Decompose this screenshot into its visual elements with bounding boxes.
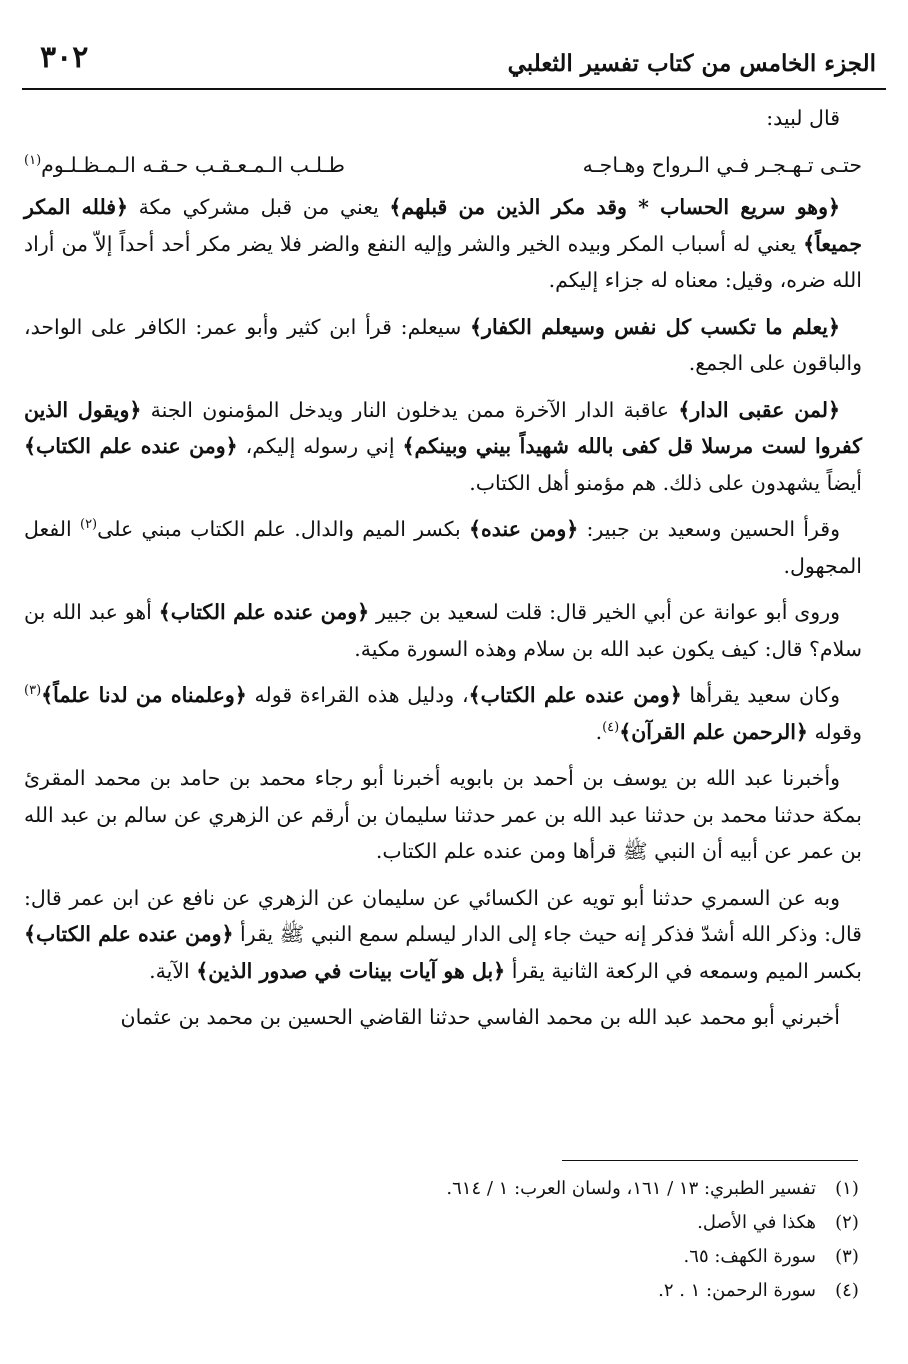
paragraph [24,309,862,382]
footnote-text: هكذا في الأصل. [697,1212,816,1233]
paragraph [24,677,862,750]
text: أخبرني أبو محمد عبد الله بن محمد الفاسي حدثنا القاضي الحسين بن محمد بن عثمان [120,1005,840,1029]
paragraph [24,511,862,584]
text: بكسر الميم وسمعه في الركعة الثانية يقرأ [505,958,862,983]
footnote [24,1206,860,1240]
page-header [22,38,886,90]
quran-quote: ﴿ومن عنده﴾ [469,517,579,541]
quran-quote: ﴿فلله المكر جميعاً﴾ [24,195,862,256]
text: وكان سعيد يقرأها [681,683,840,707]
paragraph [24,999,862,1036]
quran-quote: ﴿بل هو آيات بينات في صدور الذين﴾ [196,958,506,983]
text: وروى أبو عوانة عن أبي الخير قال: قلت لسعيد بن جبير [369,600,840,624]
footnote-ref: (٢) [79,517,98,533]
poetry-verse [24,147,862,184]
text: طـلـب الـمـعـقـب حـقـه الـمـظـلـوم [41,152,345,177]
footnote-ref: (٤) [602,719,620,735]
paragraph [24,880,862,990]
footnote-text: سورة الكهف: ٦٥. [683,1246,816,1267]
text: أهو عبد الله بن سلام؟ قال: كيف يكون عبد الله بن سلام وهذه السورة مكية. [24,600,862,661]
page-number: ٣٠٢ [40,40,89,75]
text: قال لبيد: [766,106,840,130]
paragraph [24,760,862,870]
quran-quote: ﴿ويقول الذين كفروا لست مرسلا قل كفى بالله شهيداً بيني وبينكم﴾ [24,397,862,458]
text: الفعل المجهول. [24,517,862,578]
text: عاقبة الدار الآخرة ممن يدخلون النار ويدخل المؤمنون الجنة [141,397,679,422]
text: وبه عن السمري حدثنا أبو تويه عن الكسائي عن سليمان عن الزهري عن نافع عن ابن عمر قال: قال: وذكر الله أشدّ فذكر إنه حيث جاء إلى الدار ليسلم سمع النبي ﷺ يقرأ [24,885,862,946]
quran-quote: ﴿الرحمن علم القرآن﴾ [619,719,808,744]
quran-quote: ﴿يعلم ما تكسب كل نفس وسيعلم الكفار﴾ [470,314,840,339]
text: يعني من قبل مشركي مكة [128,195,390,219]
footnote-text: سورة الرحمن: ١ . ٢. [658,1280,816,1301]
footnote-divider [562,1160,858,1161]
footnote-text: تفسير الطبري: ١٣ / ١٦١، ولسان العرب: ١ / ٦١٤. [446,1178,816,1199]
footnote-ref: (٣) [24,683,42,699]
quran-quote: ﴿ومن عنده علم الكتاب﴾ [468,683,682,707]
quran-quote: ﴿ومن عنده علم الكتاب﴾ [24,922,234,946]
verse-first-hemistich: حتـى تـهـجـر فـي الـرواح وهـاجـه [582,152,862,177]
text: . [595,719,603,744]
footnote-ref: (١) [24,152,42,168]
paragraph [24,594,862,667]
text: أيضاً يشهدون على ذلك. هم مؤمنو أهل الكتاب. [469,470,862,495]
paragraph [24,189,862,299]
footnote-number: (٣) [835,1246,859,1267]
quran-quote: ﴿ومن عنده علم الكتاب﴾ [158,600,370,624]
text: بكسر الميم والدال. علم الكتاب مبني على [97,517,470,541]
text: الآية. [149,958,197,983]
footnotes [24,1172,860,1308]
footnote-number: (١) [835,1178,859,1199]
quran-quote: ﴿ومن عنده علم الكتاب﴾ [24,434,238,458]
text: وقوله [807,719,862,744]
quran-quote: ﴿وعلمناه من لدنا علماً﴾ [41,683,247,707]
paragraph-intro [24,100,862,137]
text: إني رسوله إليكم، [237,434,403,458]
text: يعني له أسباب المكر وبيده الخير والشر وإليه النفع والضر فلا يضر مكر أحد أحداً إلاّ من أراد الله ضره، وقيل: معناه له جزاء إليكم. [24,231,862,292]
footnote-number: (٢) [835,1212,859,1233]
text: ، ودليل هذه القراءة قوله [246,683,469,707]
paragraph [24,392,862,502]
quran-quote: ﴿وهو سريع الحساب * وقد مكر الذين من قبلهم﴾ [389,195,841,219]
quran-quote: ﴿لمن عقبى الدار﴾ [678,397,840,422]
footnote [24,1240,860,1274]
text: سيعلم: قرأ ابن كثير وأبو عمر: الكافر على الواحد، والباقون على الجمع. [24,314,862,375]
footnote [24,1274,860,1308]
main-text [24,100,862,1046]
text: وأخبرنا عبد الله بن يوسف بن أحمد بن بابويه أخبرنا أبو رجاء محمد بن حامد بن محمد المقرئ بمكة حدثنا محمد بن حدثنا عبد الله بن عمر حدثنا سليمان بن أرقم عن الزهري عن سالم بن عبد الله بن عمر عن أبيه أن النبي ﷺ قرأها ومن عنده علم الكتاب. [24,766,862,863]
footnote-number: (٤) [835,1280,859,1301]
verse-second-hemistich [24,147,345,184]
text: وقرأ الحسين وسعيد بن جبير: [578,517,840,541]
footnote [24,1172,860,1206]
running-title: الجزء الخامس من كتاب تفسير الثعلبي [507,50,876,77]
